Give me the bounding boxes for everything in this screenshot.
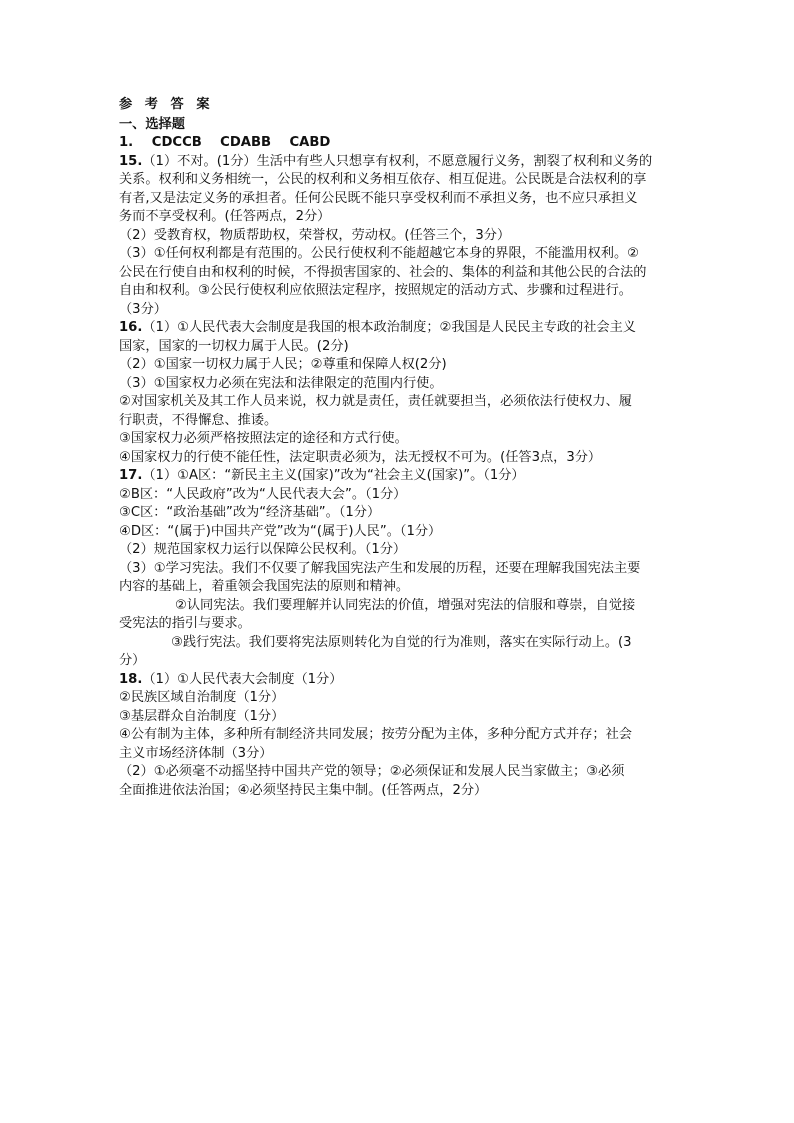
q18-number: 18.: [119, 671, 143, 687]
answer-sheet: [119, 96, 676, 800]
document-title: 参 考 答 案: [119, 97, 214, 112]
q15-part3-line4: （3分）: [119, 301, 167, 317]
q17-number: 17.: [119, 468, 143, 483]
q16-part3: （3）①国家权力必须在宪法和法律限定的范围内行使。: [119, 375, 443, 391]
q15-part1-line4: 务而不享受权利。(任答两点，2分）: [119, 209, 331, 224]
q17-part3-item2: ②认同宪法。我们要理解并认同宪法的价值，增强对宪法的信服和尊崇，自觉接: [175, 597, 636, 613]
q17-part1-item2: ②B区：“人民政府”改为“人民代表大会”。（1分）: [119, 486, 407, 502]
q16-part1-line2: 国家，国家的一切权力属于人民。(2分): [119, 338, 349, 354]
q15-number: 15.: [119, 153, 143, 169]
q15-part1-line3: 有者,又是法定义务的承担者。任何公民既不能只享受权利而不承担义务，也不应只承担义: [119, 190, 638, 206]
q15-part3-line3: 自由和权利。③公民行使权利应依照法定程序，按照规定的活动方式、步骤和过程进行。: [119, 283, 632, 298]
q15-part1-line1: 15.（1）不对。(1分）生活中有些人只想享有权利，不愿意履行义务，割裂了权利和义务的: [119, 153, 653, 169]
q17-part1: 17.（1）①A区：“新民主主义(国家)”改为“社会主义(国家)”。（1分）: [119, 468, 525, 483]
q18-part2-line2: 全面推进依法治国；④必须坚持民主集中制。(任答两点，2分）: [119, 782, 488, 798]
q16-part3-item3: ③国家权力必须严格按照法定的途径和方式行使。: [119, 431, 408, 446]
question-15: [119, 153, 676, 320]
q15-part2: （2）受教育权，物质帮助权，荣誉权，劳动权。(任答三个，3分）: [119, 227, 511, 243]
question-17: [119, 467, 676, 671]
q15-part1-line2: 关系。权利和义务相统一，公民的权利和义务相互依存、相互促进。公民既是合法权利的享: [119, 172, 647, 187]
section-heading-choice: 一、选择题: [119, 116, 185, 132]
question-18: [119, 671, 676, 801]
q18-part2-line1: （2）①必须毫不动摇坚持中国共产党的领导；②必须保证和发展人民当家做主；③必须: [119, 764, 625, 779]
q16-number: 16.: [119, 320, 143, 335]
q16-part3-item2-line1: ②对国家机关及其工作人员来说，权力就是责任，责任就要担当，必须依法行使权力、履: [119, 394, 632, 409]
q17-part3-item3: ③践行宪法。我们要将宪法原则转化为自觉的行为准则，落实在实际行动上。(3: [171, 634, 632, 650]
q15-part3-line2: 公民在行使自由和权利的时候，不得损害国家的、社会的、集体的利益和其他公民的合法的: [119, 264, 647, 280]
q17-part1-item4: ④D区：“(属于)中国共产党”改为“(属于)人民”。（1分）: [119, 523, 442, 539]
q17-part1-item3: ③C区：“政治基础”改为“经济基础”。（1分）: [119, 505, 381, 520]
q17-part2: （2）规范国家权力运行以保障公民权利。（1分）: [119, 542, 407, 557]
mc-answer-groups: CDCCB CDABB CABD: [151, 135, 331, 150]
q18-part1-item3: ③基层群众自治制度（1分）: [119, 708, 285, 724]
q18-part1-item4-line2: 主义市场经济体制（3分）: [119, 745, 273, 761]
q16-part2: （2）①国家一切权力属于人民；②尊重和保障人权(2分): [119, 357, 447, 372]
q18-part1-item2: ②民族区域自治制度（1分）: [119, 690, 285, 705]
q18-part1: 18.（1）①人民代表大会制度（1分）: [119, 671, 343, 687]
q18-part1-item4-line1: ④公有制为主体，多种所有制经济共同发展；按劳分配为主体，多种分配方式并存；社会: [119, 727, 632, 742]
mc-answers: [119, 134, 676, 153]
q17-part3-line2: 内容的基础上，着重领会我国宪法的原则和精神。: [119, 579, 410, 594]
q17-part3-item2-line2: 受宪法的指引与要求。: [119, 616, 251, 631]
question-16: [119, 319, 676, 467]
q16-part3-item2-line2: 行职责，不得懈怠、推诿。: [119, 412, 278, 428]
q17-part3-line1: （3）①学习宪法。我们不仅要了解我国宪法产生和发展的历程，还要在理解我国宪法主要: [119, 560, 641, 576]
q17-part3-item3-line2: 分）: [119, 653, 146, 668]
q16-part1-line1: 16.（1）①人民代表大会制度是我国的根本政治制度；②我国是人民民主专政的社会主义: [119, 320, 636, 335]
q16-part3-item4: ④国家权力的行使不能任性，法定职责必须为，法无授权不可为。(任答3点，3分）: [119, 449, 602, 465]
q15-part3-line1: （3）①任何权利都是有范围的。公民行使权利不能超越它本身的界限，不能滥用权利。②: [119, 246, 639, 261]
mc-number: 1.: [119, 135, 134, 150]
